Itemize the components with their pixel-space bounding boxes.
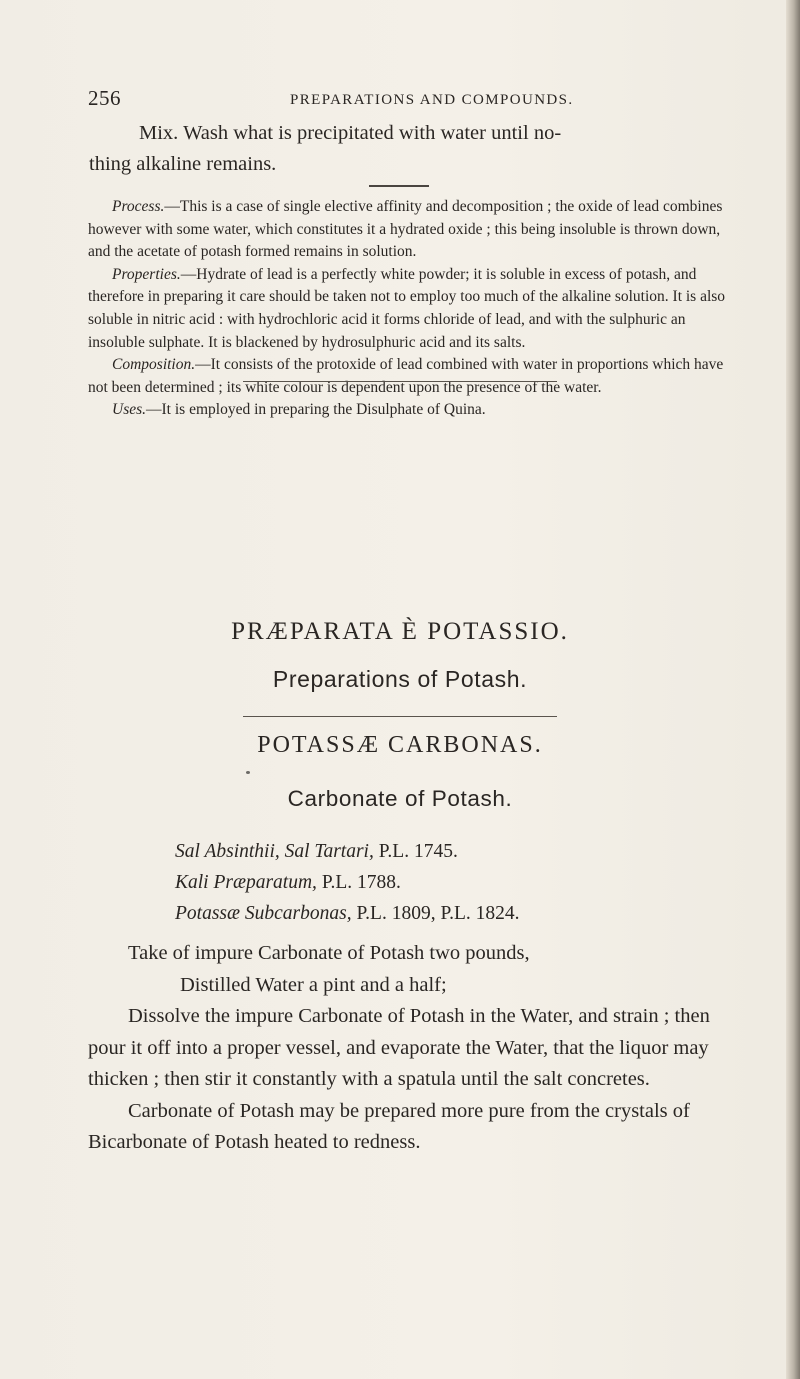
intro-line-1: Wash what is precipitated with water until no- xyxy=(183,122,562,144)
item-subtitle: Carbonate of Potash. xyxy=(287,786,513,811)
synonym-name: Potassæ Subcarbonas, xyxy=(175,903,352,924)
recipe-note: Carbonate of Potash may be prepared more pure from the crystals of Bicarbonate of Potash heated to redness. xyxy=(88,1099,690,1153)
synonym-ref: P.L. 1788. xyxy=(321,872,401,893)
synonym-row xyxy=(175,898,735,929)
running-head: PREPARATIONS AND COMPOUNDS. xyxy=(290,92,574,108)
uses-text: —It is employed in preparing the Disulphate of Quina. xyxy=(146,401,486,419)
composition-text: —It consists of the protoxide of lead combined with water in proportions which have not been determined ; its white colour is dependent upon the presence of the water. xyxy=(88,356,724,396)
notes-block xyxy=(88,196,728,422)
synonym-ref: P.L. 1809, P.L. 1824. xyxy=(356,903,520,924)
intro-paragraph xyxy=(89,118,739,180)
synonym-list xyxy=(175,836,735,929)
properties-note xyxy=(88,264,728,354)
paper-speck xyxy=(246,771,250,774)
item-title: POTASSÆ CARBONAS. xyxy=(257,732,543,758)
uses-label: Uses. xyxy=(112,401,147,419)
section-subtitle: Preparations of Potash. xyxy=(272,666,528,692)
synonym-name: Kali Præparatum, xyxy=(175,872,317,893)
short-divider xyxy=(369,185,429,187)
composition-note xyxy=(88,354,728,399)
properties-label: Properties. xyxy=(112,265,181,283)
synonym-row xyxy=(175,867,735,898)
process-note xyxy=(88,196,728,264)
section-divider-top xyxy=(243,381,557,382)
intro-line-2: thing alkaline remains. xyxy=(89,153,277,175)
uses-note xyxy=(88,399,728,422)
synonym-name: Sal Absinthii, Sal Tartari, xyxy=(175,841,374,862)
synonym-ref: P.L. 1745. xyxy=(378,841,458,862)
page-number: 256 xyxy=(88,86,121,110)
synonym-row xyxy=(175,836,735,867)
process-label: Process. xyxy=(112,198,165,215)
section-title: PRÆPARATA È POTASSIO. xyxy=(231,618,569,645)
properties-text: —Hydrate of lead is a perfectly white powder; it is soluble in excess of potash, and therefore in preparing it care should be taken not to employ too much of the alkaline solution. It is also soluble in nitric acid : with hydrochloric acid it forms chloride of lead, and with the sulphuric an insoluble sulphate. It is blackened by hydrosulphuric acid and its salts. xyxy=(88,265,726,351)
composition-label: Composition. xyxy=(112,356,196,374)
process-text: —This is a case of single elective affinity and decomposition ; the oxide of lead combines however with some water, which constitutes it a hydrated oxide ; this being insoluble is thrown down, and the acetate of potash formed remains in solution. xyxy=(88,198,723,261)
section-divider-bottom xyxy=(243,716,557,717)
page-header xyxy=(88,86,728,112)
recipe-line-ingredient-1: Take of impure Carbonate of Potash two pounds, xyxy=(128,942,530,964)
recipe-block xyxy=(88,938,738,1159)
recipe-directions: Dissolve the impure Carbonate of Potash in the Water, and strain ; then pour it off into a proper vessel, and evaporate the Water, that the liquor may thicken ; then stir it constantly with a spatula until the salt concretes. xyxy=(88,1005,710,1090)
recipe-line-ingredient-2: Distilled Water a pint and a half; xyxy=(180,973,447,996)
intro-label: Mix. xyxy=(139,122,179,144)
